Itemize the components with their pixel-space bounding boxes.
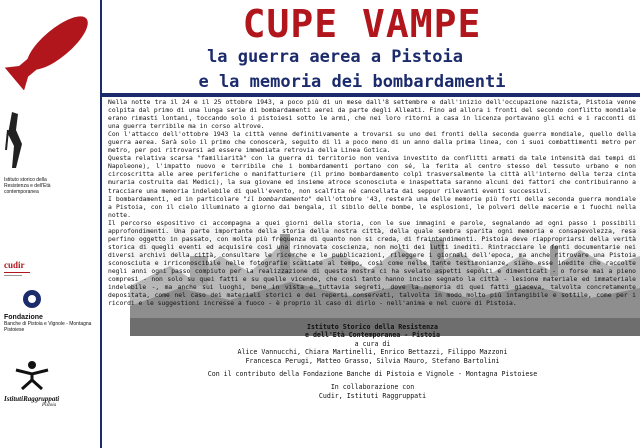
authors-line2: Francesca Perugi, Matteo Grasso, Silvia Mauro, Stefano Bartolini [245, 356, 500, 365]
contributo-line: Con il contributo della Fondazione Banche di Pistoia e Vignole - Montagna Pistoiese [207, 370, 538, 379]
paragraph: Il percorso espositivo ci accompagna a quei giorni della storia, con le sue immagini e parole, segnalando ad ogni passo i possibili approfondimenti. Una parte importante della storia della nostra città, della quale sembra sparita ogni memoria e consapevolezza, resa perfino oggetto in passato, con molta più frequenza di quanto non si creda, di fraintendimenti. Pistoia deve riappropriarsi della verità storica di quegli eventi ed acquisire così una rinnovata coscienza, non molti dei lutti inediti. Rintracciare le fonti documentarie nei diversi archivi della città, consultare le ricerche e le pubblicazioni, rileggere i giornali dell'epoca, ma anche ritrovare una Pistoia sconosciuta e irriconoscibile nelle fotografie scattate al tempo, così come nelle tante testimonianze, siano esse inedite che raccolte negli anni ogni passo compiuto per la realizzazione di questa mostra ci ha svelato aspetti sepolti e dimenticati - o forse mai a pieno compresi - non solo su quei fatti e su quelle vicende, che così tanto hanno inciso segnato la città - lesione materiale ed immateriale indelebile -, ma anche sui luoghi, bene in vista e tuttavia segreti, dove la memoria di quei fatti giaceva, talvolta concretamente depositata, come nel caso dei materiali storici e dei reperti conservati, talvolta in modo molto più intangibile e sottile, come per i ricordi e le suggestioni incresse a fuoco - è proprio il caso di dirlo - nell'anima e nel cuore di Pistoia. [108, 219, 636, 308]
cudir-logo [4, 260, 30, 276]
sidebar [0, 98, 100, 448]
intro-text [108, 99, 636, 308]
paragraph: Con l'attacco dell'ottobre 1943 la città venne definitivamente a trovarsi su uno dei fronti della seconda guerra mondiale, quello della guerra aerea. Sarà solo il primo che conoscerà, seguito di lì a poco meno di un anno dalla prima linea, con i suoi combattimenti metro per metro, per poi ritrovarsi ad essere immediata retrovia della Linea Gotica. [108, 131, 636, 155]
credits [105, 323, 640, 400]
fondazione-label: Fondazione [4, 314, 43, 321]
paragraph: I bombardamenti, ed in particolare "il bombardamento" dell'ottobre '43, resterà una delle memorie più forti della seconda guerra mondiale a Pistoia, con il cielo illuminato a giorno dai bengala, il sibilo delle bombe, le esplosioni, le polveri delle macerie e i fuochi nella notte. [108, 195, 636, 219]
emphasis: "il bombardamento" [243, 195, 313, 203]
paragraph: Questa relativa scarsa "familiarità" con la guerra di territorio non veniva investito da conflitti armati da tale intensità dai tempi di Napoleone), l'impatto nuovo e terribile che i bombardamenti portano con sé, la ferita al centro stesso del tessuto urbano e non circoscritta alle aree periferiche o manifatturiere (il primo bombardamento colpì trasversalmente la città all'interno della terza cinta muraria costruita dai Medici), la sua giovane ed insieme atroce sconosciuta e inaspettata saranno alcuni dei fattori che contribuiranno a tracciare una memoria indelebile di quell'evento, non scalfita né cancellata dai seppur rilevanti eventi successivi. [108, 155, 636, 195]
collab-names: Cudir, Istituti Raggruppati [318, 391, 427, 400]
raggruppati-logo [4, 360, 59, 408]
org-line2: e dell'Età Contemporanea - Pistoia [305, 331, 440, 340]
sidebar-divider [100, 0, 102, 448]
istituto-logo [4, 110, 59, 195]
subtitle-line2: e la memoria dei bombardamenti [198, 72, 506, 92]
org-line1: Istituto Storico della Resistenza [306, 323, 438, 331]
dancing-figure-icon [14, 360, 50, 390]
authors-line1: Alice Vannucchi, Chiara Martinelli, Enrico Bettazzi, Filippo Mazzoni [237, 348, 508, 357]
subtitle-line1: la guerra aerea a Pistoia [207, 47, 463, 67]
figure-icon [4, 110, 26, 170]
curated-by: a cura di [354, 339, 391, 348]
bomb-icon [0, 0, 110, 90]
fondazione-desc: Banche di Pistoia e Vignole - Montagna Pistoiese [4, 321, 92, 333]
raggruppati-city: Pistoia [42, 403, 57, 408]
cudir-label: cudir [4, 260, 25, 270]
fondazione-mark-icon [22, 289, 42, 309]
page-title: CUPE VAMPE [242, 2, 482, 46]
istituto-label: Istituto storico della Resistenza e dell'Età contemporanea [4, 177, 51, 195]
raggruppati-label: IstitutiRaggruppati [4, 395, 60, 403]
header-divider [100, 93, 640, 97]
fondazione-logo [4, 289, 96, 333]
collab-label: In collaborazione con [330, 383, 415, 392]
paragraph: Nella notte tra il 24 e il 25 ottobre 1943, a poco più di un mese dall'8 settembre e dall'inizio dell'occupazione nazista, Pistoia venne colpita dal primo di una lunga serie di bombardamenti aerei da parte degli Alleati. Fino ad allora i fronti del secondo conflitto mondiale erano rimasti lontani, toccando solo i pistoiesi sotto le armi, che nei loro ritorni a casa in licenza portavano gli echi e i racconti di una guerra terribile ma in corso altrove. [108, 99, 636, 131]
